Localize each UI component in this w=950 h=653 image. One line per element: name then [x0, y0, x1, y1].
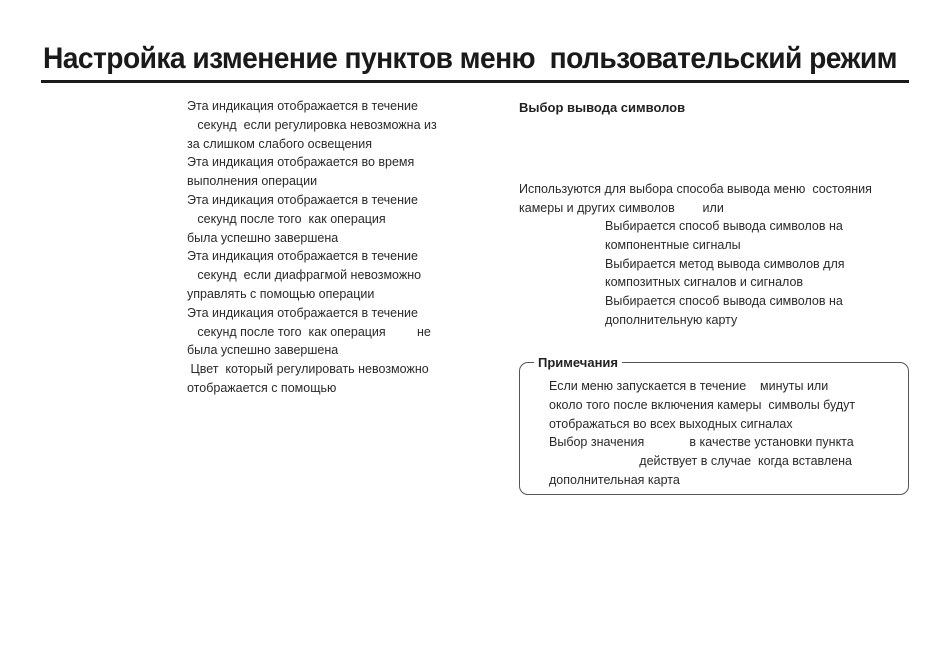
left-text-line: была успешно завершена	[187, 343, 339, 358]
option-text-line: композитных сигналов и сигналов	[605, 275, 804, 290]
section-heading: Выбор вывода символов	[519, 100, 686, 115]
page-title: Настройка изменение пунктов меню пользовательский режим	[43, 42, 897, 75]
note-text-line: действует в случае когда вставлена	[549, 454, 852, 469]
left-text-line: выполнения операции	[187, 174, 318, 189]
left-text-line: Эта индикация отображается в течение	[187, 99, 418, 113]
left-text-line: отображается с помощью	[187, 380, 337, 395]
section-intro	[519, 180, 909, 218]
note-text-line: Выбор значения в качестве установки пункта	[549, 435, 854, 450]
left-text-line: Эта индикация отображается в течение	[187, 305, 418, 320]
left-text-line: за слишком слабого освещения	[187, 136, 373, 151]
left-text-line: Цвет который регулировать невозможно	[187, 362, 429, 377]
left-text-line: секунд если регулировка невозможна из	[187, 117, 437, 132]
note-text-line: отображаться во всех выходных сигналах	[549, 416, 793, 431]
left-text-line: Эта индикация отображается в течение	[187, 249, 418, 264]
left-text-line: управлять с помощью операции	[187, 286, 375, 301]
intro-text-line: Используются для выбора способа вывода меню состояния	[519, 182, 872, 196]
option-text-line: Выбирается способ вывода символов на	[605, 294, 843, 309]
note-text-line: дополнительная карта	[549, 472, 680, 487]
note-text-line: Если меню запускается в течение минуты или	[549, 379, 829, 393]
option-text-line: Выбирается способ вывода символов на	[605, 219, 843, 233]
notes-body	[549, 377, 899, 490]
left-text-line: секунд если диафрагмой невозможно	[187, 268, 422, 283]
intro-text-line: камеры и других символов или	[519, 200, 724, 215]
left-text-line: секунд после того как операция не	[187, 324, 431, 339]
notes-box	[519, 355, 909, 495]
note-text-line: около того после включения камеры символы будут	[549, 397, 856, 412]
option-text-line: дополнительную карту	[605, 312, 738, 327]
option-text-line: Выбирается метод вывода символов для	[605, 256, 845, 271]
status-indicator-descriptions	[187, 97, 487, 398]
title-divider	[41, 80, 909, 83]
left-text-line: Эта индикация отображается во время	[187, 155, 415, 170]
option-text-line: компонентные сигналы	[605, 237, 741, 252]
left-text-line: была успешно завершена	[187, 230, 339, 245]
left-text-line: Эта индикация отображается в течение	[187, 192, 418, 207]
output-option-descriptions	[605, 217, 905, 330]
notes-label: Примечания	[534, 354, 622, 371]
left-text-line: секунд после того как операция	[187, 211, 386, 226]
